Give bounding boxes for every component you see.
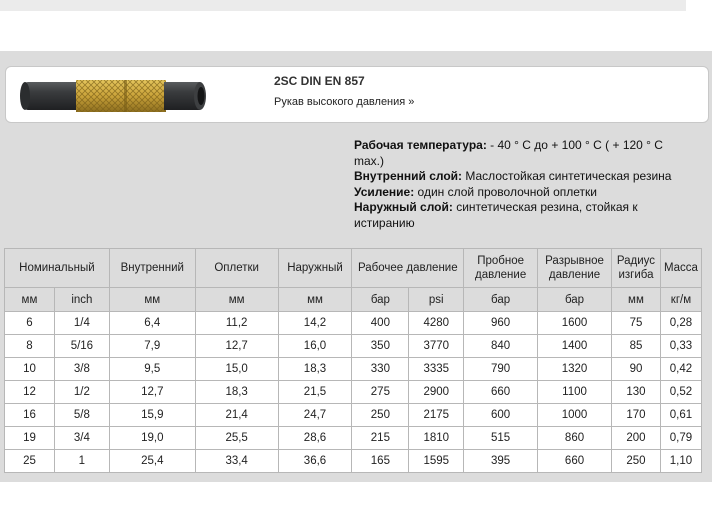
table-cell: 15,0: [195, 358, 278, 381]
table-cell: 170: [611, 404, 660, 427]
table-cell: 16: [5, 404, 55, 427]
table-cell: 660: [538, 450, 612, 473]
table-cell: 15,9: [109, 404, 195, 427]
table-cell: 85: [611, 335, 660, 358]
table-cell: 1810: [409, 427, 464, 450]
table-cell: 14,2: [278, 312, 352, 335]
spec-inner-layer: Внутренний слой: Маслостойкая синтетическая резина: [354, 169, 672, 183]
table-cell: 1: [54, 450, 109, 473]
table-cell: 0,42: [660, 358, 701, 381]
table-cell: 21,4: [195, 404, 278, 427]
table-cell: 5/8: [54, 404, 109, 427]
header-burst-pressure: Разрывное давление: [538, 249, 612, 288]
table-units-row: [5, 288, 702, 312]
table-cell: 19: [5, 427, 55, 450]
product-link[interactable]: Рукав высокого давления »: [274, 96, 415, 108]
specs-table: [4, 248, 702, 473]
table-cell: 19,0: [109, 427, 195, 450]
table-cell: 18,3: [195, 381, 278, 404]
table-cell: 33,4: [195, 450, 278, 473]
table-cell: 1320: [538, 358, 612, 381]
table-cell: 24,7: [278, 404, 352, 427]
table-row: [5, 335, 702, 358]
table-cell: 10: [5, 358, 55, 381]
table-cell: 960: [464, 312, 538, 335]
unit-cell: мм: [195, 288, 278, 312]
table-cell: 25,5: [195, 427, 278, 450]
table-cell: 3/8: [54, 358, 109, 381]
table-cell: 0,52: [660, 381, 701, 404]
table-cell: 6: [5, 312, 55, 335]
header-braid: Оплетки: [195, 249, 278, 288]
table-cell: 515: [464, 427, 538, 450]
table-cell: 3335: [409, 358, 464, 381]
table-row: [5, 450, 702, 473]
table-cell: 25,4: [109, 450, 195, 473]
table-cell: 12,7: [195, 335, 278, 358]
table-cell: 2175: [409, 404, 464, 427]
table-cell: 6,4: [109, 312, 195, 335]
table-cell: 3770: [409, 335, 464, 358]
specs-block: [354, 138, 690, 231]
table-cell: 21,5: [278, 381, 352, 404]
table-cell: 25: [5, 450, 55, 473]
table-cell: 130: [611, 381, 660, 404]
header-outer: Наружный: [278, 249, 352, 288]
table-cell: 12,7: [109, 381, 195, 404]
unit-cell: кг/м: [660, 288, 701, 312]
table-cell: 275: [352, 381, 409, 404]
unit-cell: inch: [54, 288, 109, 312]
table-cell: 28,6: [278, 427, 352, 450]
table-cell: 250: [352, 404, 409, 427]
table-cell: 0,79: [660, 427, 701, 450]
table-cell: 0,33: [660, 335, 701, 358]
table-cell: 395: [464, 450, 538, 473]
unit-cell: бар: [538, 288, 612, 312]
table-cell: 0,61: [660, 404, 701, 427]
hose-image: [16, 76, 212, 116]
table-cell: 1595: [409, 450, 464, 473]
table-cell: 1600: [538, 312, 612, 335]
table-cell: 36,6: [278, 450, 352, 473]
table-cell: 2900: [409, 381, 464, 404]
table-cell: 600: [464, 404, 538, 427]
table-cell: 9,5: [109, 358, 195, 381]
table-cell: 75: [611, 312, 660, 335]
table-cell: 5/16: [54, 335, 109, 358]
table-cell: 12: [5, 381, 55, 404]
table-cell: 1100: [538, 381, 612, 404]
table-cell: 1/4: [54, 312, 109, 335]
table-cell: 330: [352, 358, 409, 381]
table-row: [5, 427, 702, 450]
table-cell: 16,0: [278, 335, 352, 358]
header-nominal: Номинальный: [5, 249, 110, 288]
table-cell: 250: [611, 450, 660, 473]
unit-cell: бар: [464, 288, 538, 312]
table-cell: 0,28: [660, 312, 701, 335]
table-cell: 1400: [538, 335, 612, 358]
table-cell: 1/2: [54, 381, 109, 404]
header-bend-radius: Радиус изгиба: [611, 249, 660, 288]
product-card: [5, 66, 709, 123]
table-cell: 7,9: [109, 335, 195, 358]
table-cell: 350: [352, 335, 409, 358]
unit-cell: мм: [5, 288, 55, 312]
table-cell: 660: [464, 381, 538, 404]
top-bar: [0, 0, 686, 11]
table-cell: 215: [352, 427, 409, 450]
table-cell: 3/4: [54, 427, 109, 450]
unit-cell: мм: [278, 288, 352, 312]
spec-outer-layer: Наружный слой: синтетическая резина, стойкая к истиранию: [354, 200, 638, 230]
header-working-pressure: Рабочее давление: [352, 249, 464, 288]
table-cell: 8: [5, 335, 55, 358]
spec-reinforcement: Усиление: один слой проволочной оплетки: [354, 184, 597, 199]
table-cell: 165: [352, 450, 409, 473]
table-row: [5, 358, 702, 381]
header-inner: Внутренний: [109, 249, 195, 288]
table-cell: 790: [464, 358, 538, 381]
table-cell: 1000: [538, 404, 612, 427]
table-cell: 90: [611, 358, 660, 381]
table-cell: 18,3: [278, 358, 352, 381]
header-test-pressure: Пробное давление: [464, 249, 538, 288]
table-row: [5, 312, 702, 335]
product-title: 2SC DIN EN 857: [274, 74, 365, 88]
table-cell: 840: [464, 335, 538, 358]
table-cell: 400: [352, 312, 409, 335]
unit-cell: мм: [611, 288, 660, 312]
spec-temperature: Рабочая температура: - 40 ° C до + 100 ° C ( + 120 ° C max.): [354, 138, 663, 168]
table-cell: 200: [611, 427, 660, 450]
unit-cell: бар: [352, 288, 409, 312]
table-cell: 4280: [409, 312, 464, 335]
table-cell: 860: [538, 427, 612, 450]
table-cell: 1,10: [660, 450, 701, 473]
table-row: [5, 381, 702, 404]
unit-cell: мм: [109, 288, 195, 312]
table-row: [5, 404, 702, 427]
header-mass: Масса: [660, 249, 701, 288]
unit-cell: psi: [409, 288, 464, 312]
table-cell: 11,2: [195, 312, 278, 335]
table-header-row: [5, 249, 702, 288]
